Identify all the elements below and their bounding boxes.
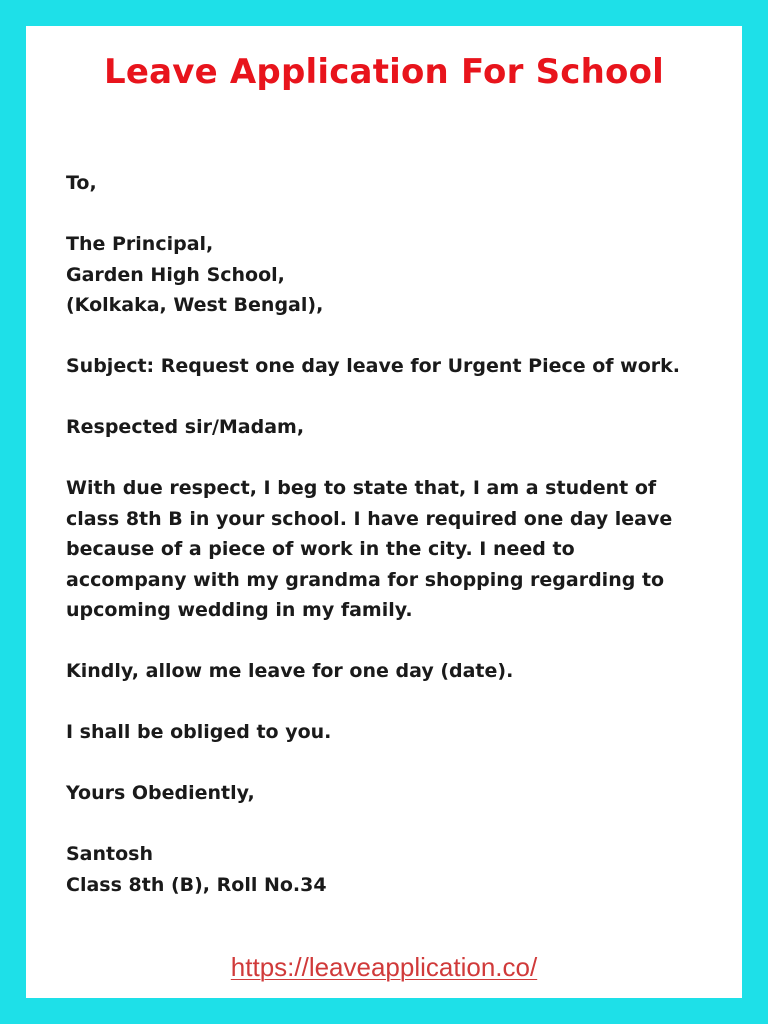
body-line-3: because of a piece of work in the city. I need to <box>66 538 575 560</box>
body-line-1: With due respect, I beg to state that, I am a student of <box>66 477 657 499</box>
body-paragraph <box>66 473 726 626</box>
closing-line: Yours Obediently, <box>66 782 255 804</box>
obliged-line: I shall be obliged to you. <box>66 721 332 743</box>
footer-website-link[interactable]: https://leaveapplication.co/ <box>230 952 538 982</box>
body-line-2: class 8th B in your school. I have required one day leave <box>66 507 673 530</box>
recipient-line-3: (Kolkaka, West Bengal), <box>66 294 324 316</box>
body-line-5: upcoming wedding in my family. <box>66 599 413 621</box>
body-line-4: accompany with my grandma for shopping regarding to <box>66 568 665 591</box>
recipient-line-1: The Principal, <box>66 233 214 255</box>
request-line: Kindly, allow me leave for one day (date). <box>66 660 514 682</box>
signature-details: Class 8th (B), Roll No.34 <box>66 873 327 896</box>
letter-content <box>66 168 726 900</box>
signature-name: Santosh <box>66 843 154 865</box>
closing-block <box>66 778 726 809</box>
obliged-block <box>66 717 726 748</box>
subject-line: Subject: Request one day leave for Urgent Piece of work. <box>66 355 680 377</box>
salutation-to: To, <box>66 172 97 194</box>
signature-block <box>66 839 726 900</box>
to-block <box>66 168 726 199</box>
recipient-line-2: Garden High School, <box>66 263 285 286</box>
greeting-block <box>66 412 726 443</box>
subject-block <box>66 351 726 382</box>
greeting-line: Respected sir/Madam, <box>66 416 305 438</box>
request-block <box>66 656 726 687</box>
recipient-block <box>66 229 726 321</box>
page-title: Leave Application For School <box>103 52 665 92</box>
